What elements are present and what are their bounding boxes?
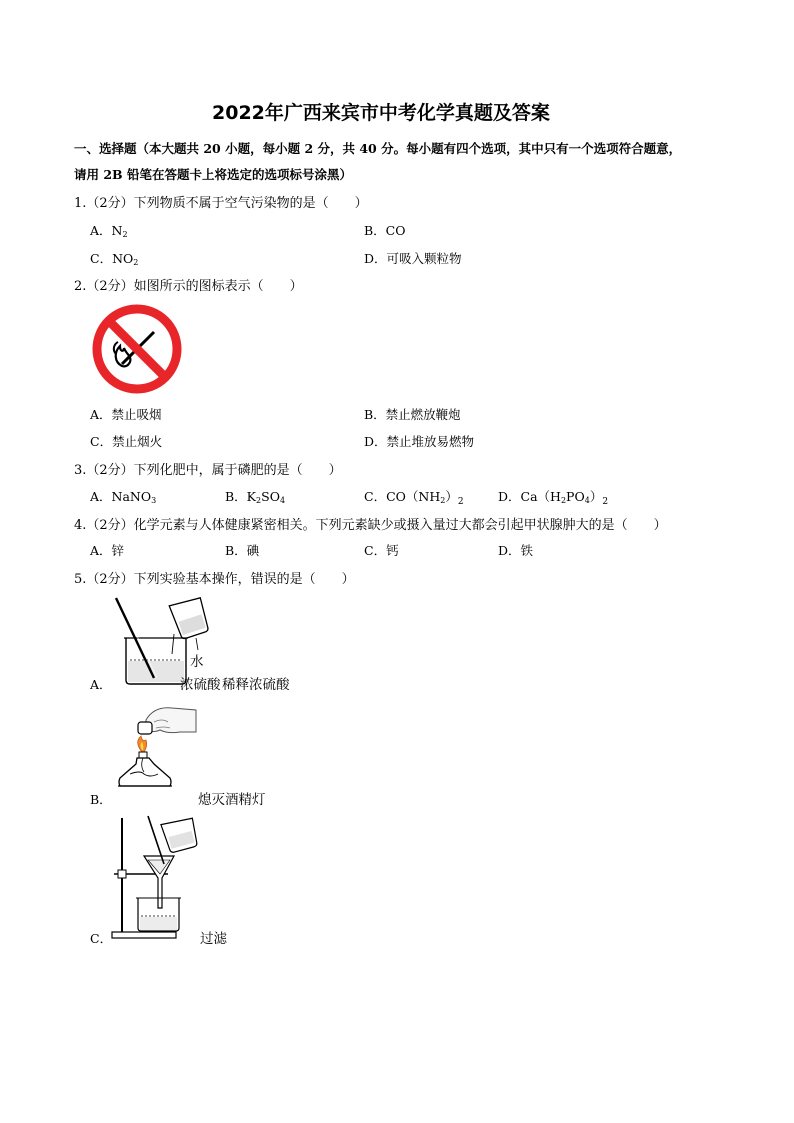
q5-option-c-label: C． (90, 931, 113, 946)
q5-option-b-label: B． (90, 792, 112, 807)
question-5-stem: 5.（2分）下列实验基本操作，错误的是（ ） (74, 572, 355, 587)
question-3-stem: 3.（2分）下列化肥中，属于磷肥的是（ ） (74, 463, 342, 478)
q5-a-acid-label: 浓硫酸 (180, 677, 221, 693)
section-header-line1: 一、选择题（本大题共 20 小题，每小题 2 分，共 40 分。每小题有四个选项，其中只有一个选项符合题意， (74, 141, 682, 156)
q4-option-c: C．钙 (364, 543, 399, 558)
q1-option-d: D．可吸入颗粒物 (364, 251, 462, 266)
q1-option-c: C．$NO_2$ (90, 251, 139, 267)
q3-option-a: A．NaNO$_3$ (90, 489, 157, 505)
q3-option-d: D．$Ca(H_2PO_4)_2$ (498, 489, 609, 507)
q5-b-caption: 熄灭酒精灯 (198, 792, 266, 808)
q2-option-d: D．禁止堆放易燃物 (364, 434, 475, 449)
q2-option-c: C．禁止烟火 (90, 434, 163, 449)
q5-c-caption: 过滤 (200, 931, 227, 947)
question-2-stem: 2.（2分）如图所示的图标表示（ ） (74, 279, 303, 294)
q5-a-caption: 稀释浓硫酸 (222, 677, 290, 693)
q4-option-d: D．铁 (498, 543, 534, 558)
q2-option-b: B．禁止燃放鞭炮 (364, 407, 461, 422)
section-header-line2: 请用 2B 铅笔在答题卡上将选定的选项标号涂黑） (74, 167, 352, 182)
q2-option-a: A．禁止吸烟 (90, 407, 162, 422)
no-fire-sign-icon (92, 304, 182, 394)
q4-option-b: B．碘 (225, 543, 260, 558)
page-title: 2022年广西来宾市中考化学真题及答案 (212, 102, 550, 124)
q1-option-a: A．$N_2$ (90, 223, 128, 239)
alcohol-lamp-illustration (110, 700, 202, 800)
q3-option-b: B．$K_2SO_4$ (225, 489, 286, 505)
question-1-stem: 1.（2分）下列物质不属于空气污染物的是（ ） (74, 196, 368, 211)
q3-option-c: C．$CO(NH_2)_2$ (364, 489, 464, 507)
q1-option-b: B．CO (364, 223, 406, 238)
q4-option-a: A．锌 (90, 543, 125, 558)
filtration-illustration (108, 812, 208, 942)
q5-option-a-label: A． (90, 677, 112, 692)
q5-a-water-label: 水 (190, 654, 204, 670)
question-4-stem: 4.（2分）化学元素与人体健康紧密相关。下列元素缺少或摄入量过大都会引起甲状腺肿大的是（ ） (74, 518, 667, 533)
